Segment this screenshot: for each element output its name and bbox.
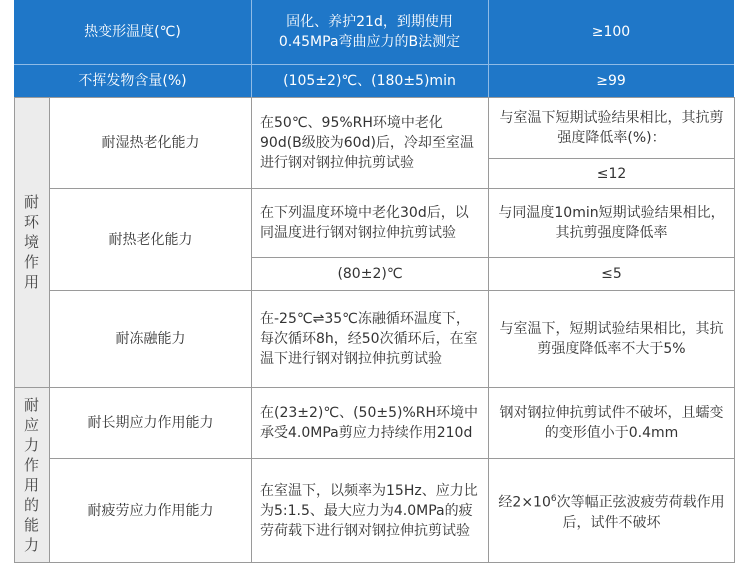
- column-divider: [488, 97, 489, 563]
- non-volatile-condition: (105±2)℃、(180±5)min: [251, 64, 488, 97]
- group-char: 环: [23, 213, 39, 231]
- humid-heat-label: 耐湿热老化能力: [101, 135, 200, 151]
- group-char: 用: [23, 476, 39, 494]
- group-environment: [14, 97, 49, 387]
- group-char: 耐: [23, 193, 39, 211]
- group-char: 力: [23, 436, 39, 454]
- group-char: 耐: [23, 396, 39, 414]
- group-char: 力: [23, 536, 39, 554]
- non-volatile-label: 不挥发物含量(%): [14, 64, 251, 97]
- row-divider: [50, 290, 734, 291]
- row-divider: [14, 97, 734, 98]
- heat-aging-condition: 在下列温度环境中老化30d后，以同温度进行钢对钢拉伸抗剪试验: [260, 205, 469, 241]
- freeze-thaw-condition: 在-25℃⇌35℃冻融循环温度下，每次循环8h，经50次循环后，在室温下进行钢对钢拉伸抗剪试验: [260, 311, 478, 367]
- non-volatile-requirement: ≥99: [488, 64, 734, 97]
- group-char: 作: [23, 253, 39, 271]
- group-char: 用: [23, 273, 39, 291]
- fatigue-requirement-prefix: 经2×10: [498, 494, 551, 511]
- fatigue-label: 耐疲劳应力作用能力: [87, 503, 214, 519]
- humid-heat-condition: 在50℃、95%RH环境中老化90d(B级胶为60d)后，冷却至室温进行钢对钢拉伸抗剪试验: [260, 115, 474, 171]
- row-divider: [50, 458, 734, 459]
- group-char: 境: [23, 233, 39, 251]
- fatigue-condition: 在室温下，以频率为15Hz、应力比为5:1.5、最大应力为4.0MPa的疲劳荷载下进行钢对钢拉伸抗剪试验: [260, 483, 478, 539]
- column-divider: [251, 97, 252, 563]
- row-divider: [252, 257, 734, 258]
- humid-heat-requirement-text: 与室温下短期试验结果相比，其抗剪强度降低率(%)：: [499, 110, 724, 146]
- heat-deflection-condition: 固化、养护21d，到期使用 0.45MPa弯曲应力的B法测定: [251, 0, 488, 64]
- fatigue-requirement-suffix: 次等幅正弦波疲劳荷载作用后，试件不破坏: [556, 494, 725, 531]
- heat-aging-sub-condition: (80±2)℃: [337, 266, 403, 282]
- heat-aging-label: 耐热老化能力: [108, 231, 193, 248]
- heat-deflection-requirement: ≥100: [488, 0, 734, 64]
- long-term-stress-label: 耐长期应力作用能力: [87, 415, 214, 431]
- group-char: 能: [23, 516, 39, 534]
- group-char: 的: [23, 496, 39, 514]
- row-divider: [14, 64, 734, 65]
- fatigue-requirement: [489, 459, 734, 563]
- column-divider: [49, 97, 50, 563]
- heat-deflection-label: 热变形温度(℃): [14, 0, 251, 64]
- column-divider: [488, 0, 489, 97]
- column-divider: [734, 97, 735, 563]
- row-divider: [14, 387, 734, 388]
- humid-heat-requirement-value: ≤12: [596, 165, 627, 182]
- row-divider: [50, 188, 734, 189]
- column-divider: [14, 97, 15, 563]
- freeze-thaw-requirement: 与室温下，短期试验结果相比，其抗剪强度降低率不大于5%: [499, 321, 724, 357]
- group-char: 应: [23, 416, 39, 434]
- group-stress: [14, 387, 49, 563]
- column-divider: [251, 0, 252, 97]
- freeze-thaw-label: 耐冻融能力: [115, 331, 186, 347]
- fatigue-requirement-sup: 6: [550, 494, 557, 505]
- row-divider: [489, 158, 734, 159]
- heat-aging-requirement-value: ≤5: [601, 266, 622, 282]
- heat-aging-requirement-text: 与同温度10min短期试验结果相比，其抗剪强度降低率: [498, 205, 725, 241]
- long-term-stress-condition: 在(23±2)℃、(50±5)%RH环境中承受4.0MPa剪应力持续作用210d: [260, 405, 479, 441]
- long-term-stress-requirement: 钢对钢拉伸抗剪试件不破坏，且蠕变的变形值小于0.4mm: [499, 405, 724, 441]
- group-char: 作: [23, 456, 39, 474]
